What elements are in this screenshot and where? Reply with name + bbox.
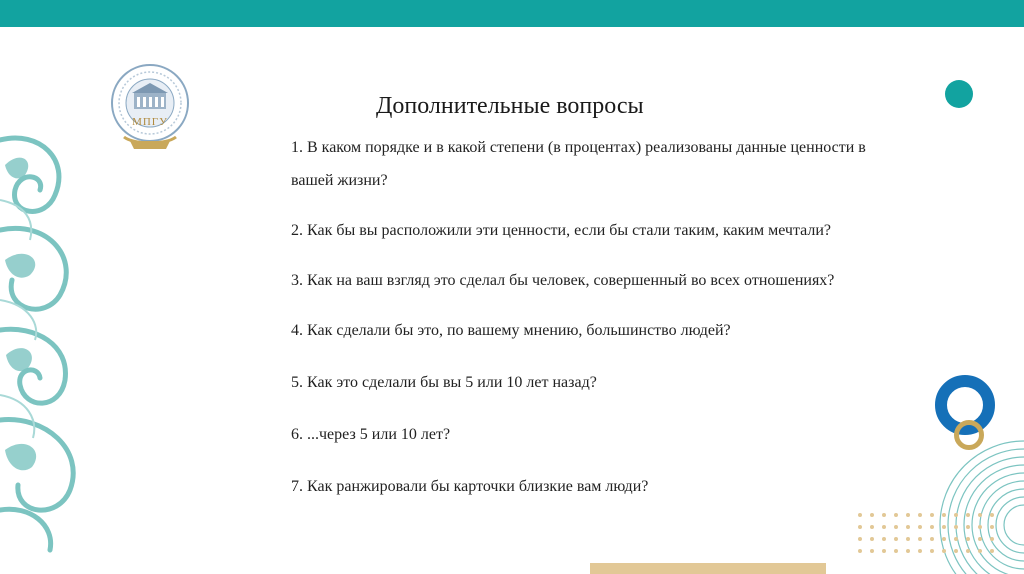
question-5: 5. Как это сделали бы вы 5 или 10 лет назад?: [291, 374, 597, 391]
slide-title: Дополнительные вопросы: [376, 93, 644, 119]
question-2: 2. Как бы вы расположили эти ценности, если бы стали таким, каким мечтали?: [291, 222, 832, 239]
question-4: 4. Как сделали бы это, по вашему мнению, большинство людей?: [291, 322, 731, 339]
bottom-accent-bar: [590, 563, 826, 574]
teal-dot-icon: [945, 80, 973, 108]
questions-list: [291, 131, 871, 522]
question-7: 7. Как ранжировали бы карточки близкие вам люди?: [291, 478, 649, 495]
gold-ring-icon: [954, 420, 984, 450]
top-accent-bar: [0, 0, 1024, 27]
dot-grid-icon: [855, 510, 1005, 560]
question-6: 6. ...через 5 или 10 лет?: [291, 426, 451, 443]
floral-ornament-icon: [0, 120, 100, 560]
logo-caption: МПГУ: [132, 116, 168, 128]
university-logo-icon: [104, 63, 196, 155]
question-1: 1. В каком порядке и в какой степени (в процентах) реализованы данные ценности в вашей жизни?: [291, 139, 866, 189]
question-3: 3. Как на ваш взгляд это сделал бы человек, совершенный во всех отношениях?: [291, 272, 835, 289]
